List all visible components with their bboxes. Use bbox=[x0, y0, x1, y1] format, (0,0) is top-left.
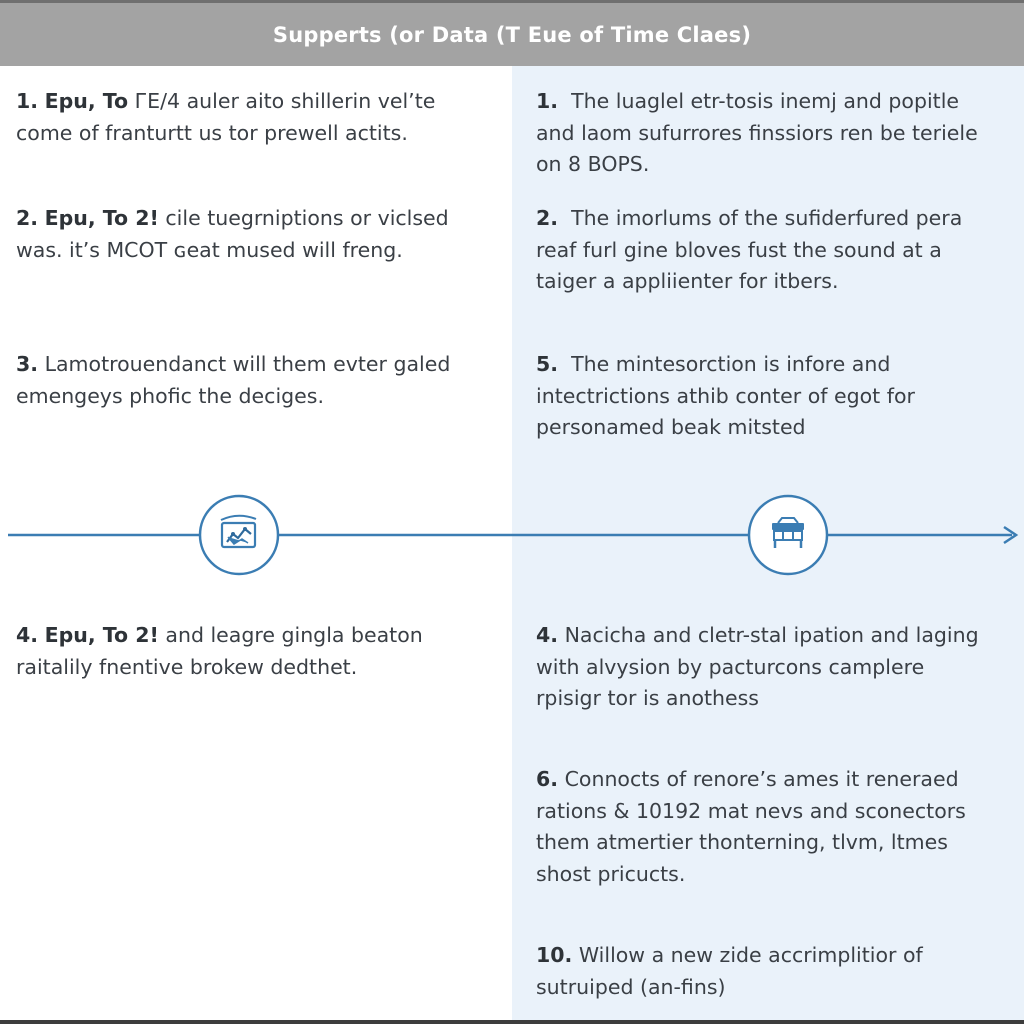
right-item-3 bbox=[536, 349, 1016, 444]
item-text-line3: them atmertier thonterning, tlvm, ltmes bbox=[536, 830, 948, 854]
chart-box-icon bbox=[200, 496, 278, 574]
item-text-line2: emengeys phofic the deciges. bbox=[16, 383, 324, 408]
item-text-line1: ГE/4 auler aito shillerin vel’te bbox=[128, 89, 436, 113]
item-lead: Epu, To bbox=[44, 89, 129, 113]
left-item-2 bbox=[16, 203, 496, 266]
item-text-line2: with alvysion by pacturcons camplere bbox=[536, 654, 925, 679]
right-item-2 bbox=[536, 203, 1016, 298]
item-lead: Epu, To 2! bbox=[44, 623, 159, 647]
item-number: 10. bbox=[536, 943, 573, 967]
item-text-line1: and leagre gingla beaton bbox=[158, 623, 423, 647]
item-text-line2: reaf furl gine bloves fust the sound at a bbox=[536, 237, 942, 262]
left-item-4 bbox=[16, 620, 496, 683]
page-title: Supperts (or Data (T Eue of Time Claes) bbox=[272, 22, 752, 47]
item-text-line1: The luaglel etr-tosis inemj and popitle bbox=[571, 89, 960, 113]
item-text-line1: The imorlums of the sufiderfured pera bbox=[571, 206, 963, 230]
item-number: 4. bbox=[536, 623, 559, 647]
item-text-line2: intectrictions athib conter of egot for bbox=[536, 383, 915, 408]
item-text-line1: The mintesorction is infore and bbox=[571, 352, 891, 376]
item-text-line3: rpisigr tor is anothess bbox=[536, 686, 759, 710]
item-text-line4: shost pricucts. bbox=[536, 861, 686, 886]
right-item-6 bbox=[536, 940, 1016, 1003]
item-text-line2: rations & 10192 mat nevs and sconectors bbox=[536, 798, 966, 823]
item-text-line1: Nacicha and cletr-stal ipation and laging bbox=[564, 623, 979, 647]
item-text-line1: cile tuegrniptions or viclsed bbox=[158, 206, 449, 230]
item-text-line2: and laom sufurrores finssiors ren be teriele bbox=[536, 120, 978, 145]
desk-icon bbox=[749, 496, 827, 574]
item-text-line2: was. it’s MCOT ɢeat mused will freng. bbox=[16, 237, 403, 262]
right-item-4 bbox=[536, 620, 1016, 715]
item-number: 4. bbox=[16, 623, 39, 647]
item-lead: Epu, To 2! bbox=[44, 206, 159, 230]
item-number: 6. bbox=[536, 767, 559, 791]
left-item-3 bbox=[16, 349, 496, 412]
item-text-line3: taiger a appliienter for itbers. bbox=[536, 269, 839, 293]
item-number: 2. bbox=[16, 206, 39, 230]
item-text-line3: personamed beak mitsted bbox=[536, 415, 806, 439]
item-number: 2. bbox=[536, 206, 559, 230]
item-text-line1: Connocts of renore’s ames it reneraed bbox=[564, 767, 959, 791]
item-text-line1: Lamotrouendanct will them evter galed bbox=[38, 352, 451, 376]
timeline bbox=[0, 490, 1024, 580]
header-bar bbox=[0, 0, 1024, 66]
item-text-line1: Willow a new zide accrimplitior of bbox=[578, 943, 923, 967]
item-number: 1. bbox=[536, 89, 559, 113]
right-item-1 bbox=[536, 86, 1016, 181]
item-text-line2: come of franturtt us tor prewell actits. bbox=[16, 120, 408, 145]
bottom-border bbox=[0, 1020, 1024, 1024]
item-text-line3: on 8 BOPS. bbox=[536, 152, 650, 176]
item-number: 3. bbox=[16, 352, 39, 376]
right-item-5 bbox=[536, 764, 1016, 890]
item-number: 5. bbox=[536, 352, 559, 376]
left-item-1 bbox=[16, 86, 496, 149]
item-text-line2: sutruiped (an-fins) bbox=[536, 974, 726, 999]
item-number: 1. bbox=[16, 89, 39, 113]
item-text-line2: raitalily fnentive brokew dedthet. bbox=[16, 654, 358, 679]
